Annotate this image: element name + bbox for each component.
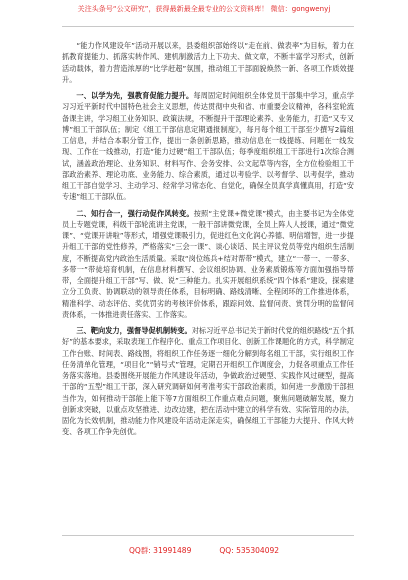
header-banner: 关注头条号“公文研究”，获得最新最全最专业的公文资料库！ 微信：gongwenyj xyxy=(77,5,331,13)
footer-divider xyxy=(62,535,354,536)
footer-qq-group: QQ群: 31991489 xyxy=(128,546,192,555)
paragraph-text: “能力作风建设年”活动开展以来，县委组织部始终以“走在前、做表率”为目标，着力在抓教育提能力、抓落实转作风、建机制激活力上下功夫、做文章，不断丰富学习形式，创新活动载体，着力营造浓厚的“比学赶超”氛围，推动组工干部面貌焕然一新、各项工作质效提升。 xyxy=(62,41,354,84)
paragraph-section-1 xyxy=(62,90,354,203)
header-divider xyxy=(62,26,354,27)
document-body xyxy=(62,40,354,443)
paragraph-section-2 xyxy=(62,208,354,321)
paragraph-section-3 xyxy=(62,325,354,438)
paragraph-lead: 一、以学为先，强教育促能力提升。 xyxy=(76,91,194,100)
paragraph-lead: 三、靶向发力，强督导促机制转变。 xyxy=(76,326,192,335)
paragraph-text: 每周固定时间组织全体党员干部集中学习，重点学习习近平新时代中国特色社会主义思想，传达贯彻中央和省、市重要会议精神，各科室轮流备课主讲，学习组工业务知识、政策法规，不断提升干部理论素养、业务能力，打造“又专又博”组工干部队伍；制定《组工干部信息定期通报制度》，每月每个组工干部至少撰写2篇组工信息，并结合本职分管工作，提出一条创新思路，推动信息在一线提练、问题在一线发现、工作在一线推动，打造“能力过硬”组工干部队伍；每季度组织组工干部进行1次综合测试，涵盖政治理论、业务知识、材料写作、会务安排、公文起草等内容，全方位检验组工干部政治素养、理论功底、业务能力、综合素质，通过以考验学、以考督学、以考促学，推动组工干部自觉学习、主动学习、经常学习常态化、自觉化，确保全员真学真懂真用，打造“安专速”组工干部队伍。 xyxy=(62,91,354,202)
footer-qq: QQ: 535304092 xyxy=(219,546,280,555)
paragraph-lead: 二、知行合一，强行动促作风转变。 xyxy=(76,208,194,218)
paragraph-text: 按照“主党课+微党课”模式，由主要书记为全体党员上专题党课，科级干部轮流讲主党课，一般干部讲微党课，全员上阵人人授课，通过“微党课”、“党课开讲啦”等形式，增强党课吸引力，促进红色文化润心养德、明信增智，进一步提升组工干部的党性修养，严格落实“三会一课”、谈心谈话、民主评议党员等党内组织生活制度，不断提高党内政治生活质量。采取“岗位练兵+结对帮带”模式，建立“一带一、一带多、多带一”带徒培育机制，在信息材料撰写、会议组织协调、业务素质锻炼等方面加强指导帮带，全面提升组工干部“写、做、说”三种能力。扎实开展组织系统“四个体系”建设，探索建立分工负责、协调联动的领导责任体系，目标明确、路线清晰、全程闭环的工作推进体系，精准科学、动态评估、奖优罚劣的考核评价体系，跟踪问效、监督问责、赏罚分明的监督问责体系，一体推进责任落实、工作落实。 xyxy=(62,208,354,319)
paragraph-intro xyxy=(62,40,354,85)
footer-contact xyxy=(0,546,408,556)
paragraph-text: 对标习近平总书记关于新时代党的组织路线“五个抓好”的基本要求，采取表现工作程序化、重点工作项目化、创新工作课题化的方式，科学制定工作台账、时间表、路线图，将组织工作任务逐一细化分解到每名组工干部，实行组织工作任务清单化管理，“项目化”“销号式”管理，定期召开组织工作调度会，力促各项重点工作任务落实落地。县委围绕开展能力作风建设年活动，争做政治过硬型、实践作风过硬型，提高干部的“五型”组工干部，深入研究调研如何考准考实干部政治素质，如何进一步激励干部担当作为，如何推动干部能上能下等7方面组织工作重点难点问题，聚焦问题破解发展，聚力创新求突破，以重点攻坚推进、边改边建，把在活动中建立的科学有效、实际管用的办法，固化为长效机制，推动能力作风建设年活动走深走实，确保组工干部能力大提升、作风大转变、各项工作争先创优。 xyxy=(62,326,354,437)
